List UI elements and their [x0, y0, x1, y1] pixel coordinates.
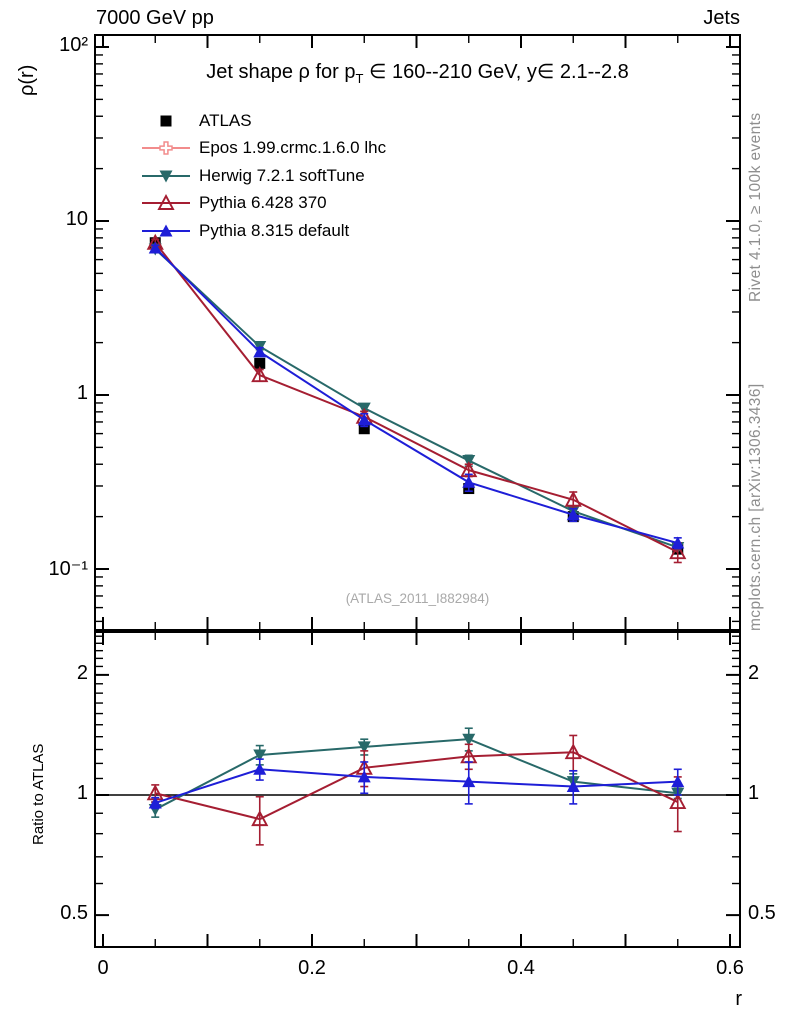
ratio-y-tick-label-left: 2 [76, 661, 88, 684]
main-y-tick-label: 10⁻¹ [48, 558, 88, 580]
plot-title-pre: Jet shape ρ for p [206, 61, 356, 83]
beam-energy-label: 7000 GeV pp [96, 7, 214, 29]
analysis-id-watermark: (ATLAS_2011_I882984) [345, 591, 490, 606]
x-axis-title: r [735, 988, 742, 1010]
legend-label-pythia6: Pythia 6.428 370 [199, 193, 327, 213]
x-tick-label: 0.2 [298, 957, 326, 979]
main-y-tick-label: 1 [76, 382, 88, 404]
series-atlas [150, 237, 684, 554]
x-tick-label: 0.4 [507, 957, 535, 979]
series-pythia8 [149, 241, 685, 548]
ratio-y-tick-label-left: 1 [76, 782, 88, 804]
ratio-y-tick-label-right: 0.5 [748, 902, 776, 925]
legend-item-herwig [141, 162, 386, 190]
series-herwig [149, 244, 685, 554]
legend-label-atlas: ATLAS [199, 110, 252, 130]
legend-marker-herwig [141, 167, 191, 185]
rivet-version-caption: Rivet 4.1.0, ≥ 100k events [747, 112, 764, 302]
legend-item-atlas [141, 107, 386, 135]
series-herwig-ratio [149, 728, 685, 817]
ratio-y-tick-label-right: 1 [748, 782, 760, 804]
legend-item-pythia8 [141, 217, 386, 245]
plot-title-subscript: T [355, 71, 364, 86]
legend-label-epos: Epos 1.99.crmc.1.6.0 lhc [199, 138, 387, 158]
plot-title [95, 59, 740, 86]
legend-label-pythia8: Pythia 8.315 default [199, 220, 350, 240]
ratio-y-tick-label-left: 0.5 [60, 902, 88, 925]
legend-marker-pythia8 [141, 222, 191, 240]
legend-item-epos [141, 135, 386, 163]
main-y-tick-label: 10 [65, 208, 88, 230]
y-axis-title: ρ(r) [16, 64, 38, 96]
legend-marker-atlas [141, 112, 191, 130]
mcplots-arxiv-caption: mcplots.cern.ch [arXiv:1306.3436] [747, 383, 764, 631]
plot-title-post: ∈ 160--210 GeV, y∈ 2.1--2.8 [363, 61, 629, 83]
legend-label-herwig: Herwig 7.2.1 softTune [199, 165, 365, 185]
x-tick-label: 0.6 [716, 957, 744, 979]
legend-item-pythia6 [141, 190, 386, 218]
x-tick-label: 0 [97, 957, 109, 979]
ratio-y-tick-label-right: 2 [748, 661, 760, 684]
analysis-group-label: Jets [703, 7, 740, 29]
legend-marker-pythia6 [141, 194, 191, 212]
series-pythia6-ratio [148, 735, 685, 844]
ratio-axis-title: Ratio to ATLAS [30, 743, 47, 845]
series-pythia6 [148, 236, 685, 563]
main-y-tick-label: 10² [59, 34, 88, 56]
legend-marker-epos [141, 139, 191, 157]
legend [141, 107, 386, 245]
